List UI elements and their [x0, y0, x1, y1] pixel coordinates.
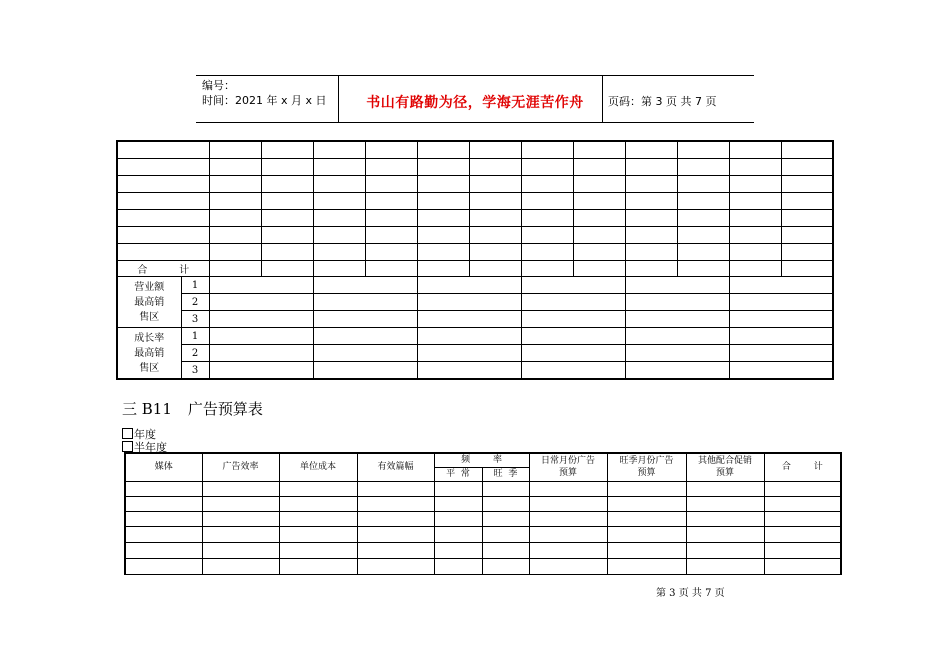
- page-footer: 第 3 页 共 7 页: [656, 588, 725, 599]
- table-row: [125, 496, 841, 511]
- table-row: [117, 141, 833, 158]
- sales-table: [116, 140, 834, 380]
- table-row: [117, 243, 833, 260]
- col-peak-budget: 旺季月份广告 预算: [607, 453, 686, 481]
- col-media: 媒体: [125, 453, 202, 481]
- table-row: [125, 481, 841, 496]
- total-label: 合 计: [117, 260, 209, 276]
- rank-number: 3: [181, 311, 209, 328]
- section-prefix: 三 B11: [122, 400, 172, 418]
- col-promo-budget: 其他配合促销 预算: [686, 453, 764, 481]
- table-row: [117, 328, 833, 345]
- ad-budget-table: [124, 452, 842, 575]
- table-header-row: [125, 453, 841, 467]
- table-row: [117, 175, 833, 192]
- table-row: [117, 294, 833, 311]
- header-motto: 书山有路勤为径，学海无涯苦作舟: [366, 95, 584, 111]
- col-effective: 有效篇幅: [357, 453, 434, 481]
- table-row: [125, 526, 841, 542]
- table-row: [117, 345, 833, 362]
- col-daily-budget: 日常月份广告 预算: [529, 453, 607, 481]
- rank-number: 1: [181, 277, 209, 294]
- header-divider: [338, 76, 339, 122]
- table-row: [117, 277, 833, 294]
- sales-region-label: 营业额 最高销 售区: [117, 277, 181, 328]
- document-header: [196, 75, 754, 123]
- table-row: [117, 362, 833, 379]
- col-efficiency: 广告效率: [202, 453, 279, 481]
- col-unit-cost: 单位成本: [279, 453, 357, 481]
- col-total: 合 计: [764, 453, 841, 481]
- header-meta: [202, 78, 327, 108]
- table-row: [117, 192, 833, 209]
- rank-number: 2: [181, 345, 209, 362]
- section-title: [122, 398, 263, 419]
- table-row: [125, 511, 841, 526]
- table-row: [117, 311, 833, 328]
- table-row: [117, 209, 833, 226]
- page-code: 页码：第 3 页 共 7 页: [608, 95, 717, 108]
- checkbox-icon[interactable]: [122, 428, 133, 439]
- checkbox-icon[interactable]: [122, 441, 133, 452]
- table-row: [117, 158, 833, 175]
- table-row-total: [117, 260, 833, 276]
- growth-region-label: 成长率 最高销 售区: [117, 328, 181, 379]
- rank-number: 1: [181, 328, 209, 345]
- section-title-text: 广告预算表: [187, 400, 263, 418]
- col-peak: 旺 季: [482, 467, 529, 481]
- table-row: [117, 226, 833, 243]
- option-half-label: 半年度: [134, 441, 167, 454]
- col-frequency: 频 率: [434, 453, 529, 467]
- time-label: 时间：2021 年 x 月 x 日: [202, 94, 327, 107]
- rank-number: 3: [181, 362, 209, 379]
- col-normal: 平 常: [434, 467, 482, 481]
- table-row: [125, 542, 841, 558]
- option-year-label: 年度: [134, 428, 156, 441]
- rank-number: 2: [181, 294, 209, 311]
- header-divider: [602, 76, 603, 122]
- table-row: [125, 558, 841, 574]
- number-label: 编号：: [202, 79, 235, 92]
